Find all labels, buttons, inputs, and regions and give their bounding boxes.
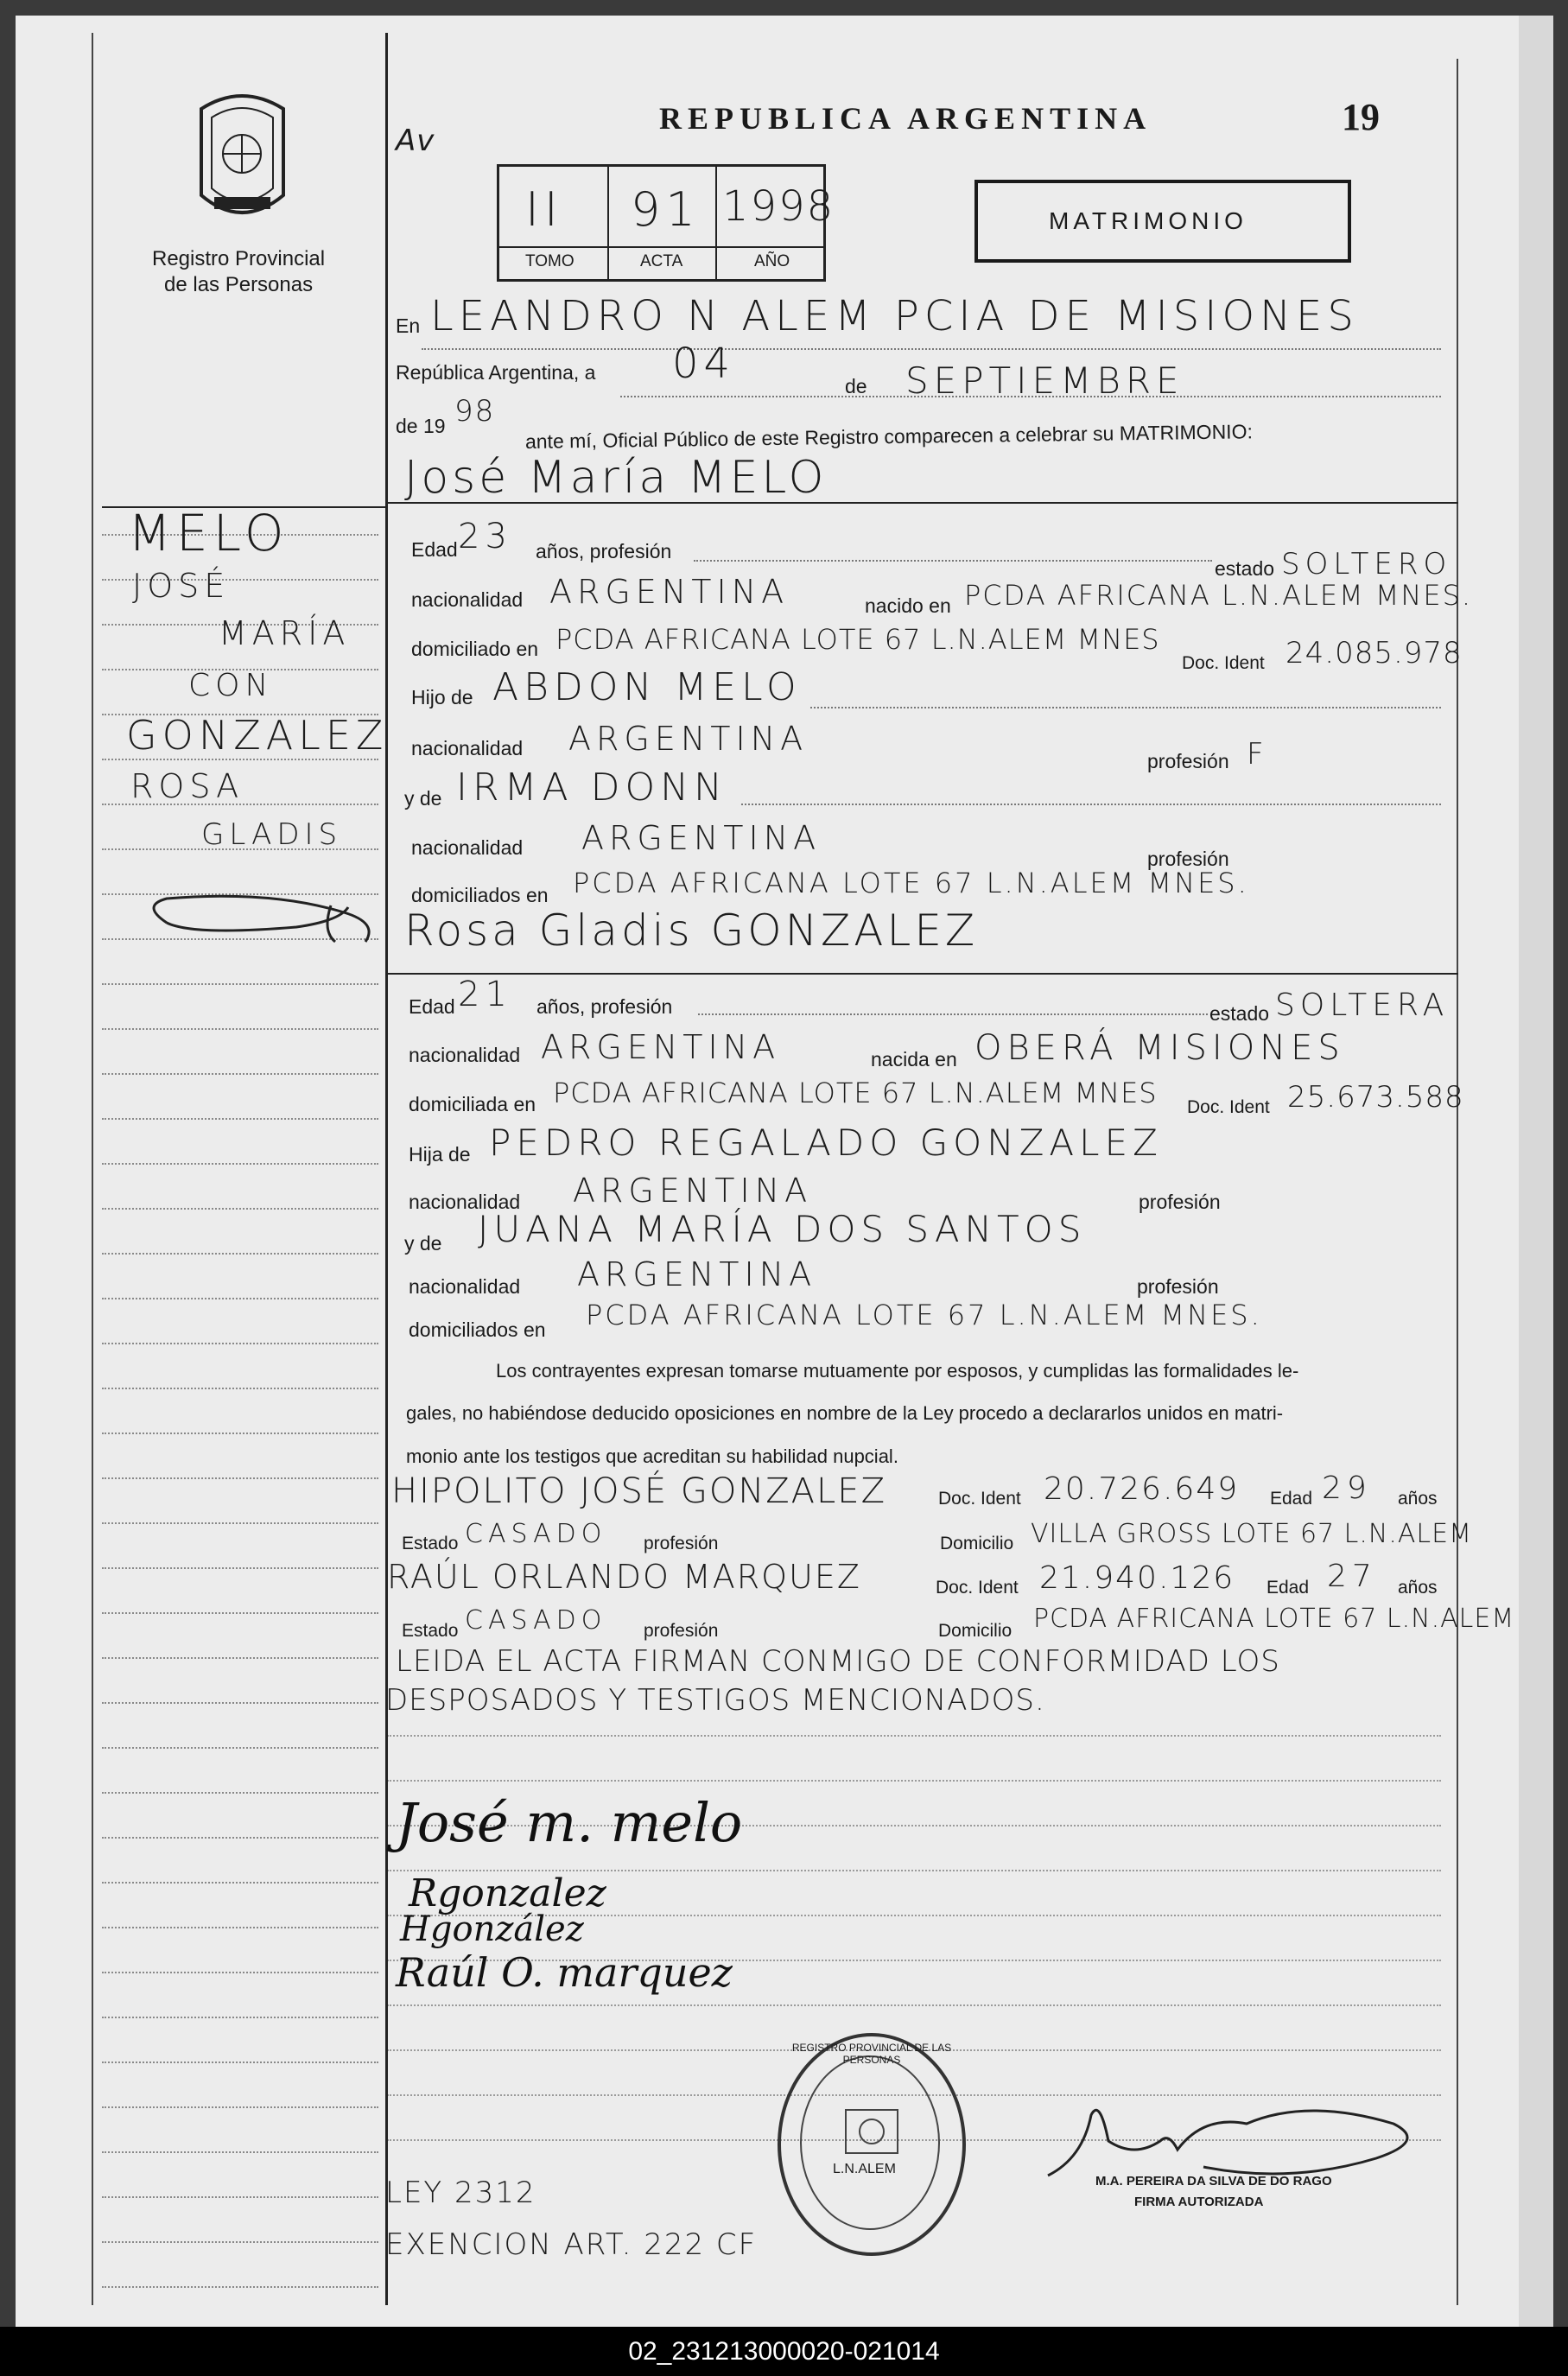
bride-birthplace: OBERÁ MISIONES xyxy=(974,1028,1345,1068)
margin-line-1: MELO xyxy=(128,504,289,562)
acta-value: 91 xyxy=(631,182,701,237)
groom-estado-label: estado xyxy=(1215,557,1275,580)
signature-groom: José m. melo xyxy=(396,1791,743,1854)
witness2-dom-label: Domicilio xyxy=(938,1621,1013,1641)
groom-dom-label: domiciliado en xyxy=(411,638,539,660)
tomo-label: TOMO xyxy=(525,252,575,270)
bride-estado: SOLTERA xyxy=(1275,988,1450,1023)
margin-flourish xyxy=(141,888,378,953)
bride-hija-label: Hija de xyxy=(409,1143,471,1166)
footer-law: LEY 2312 xyxy=(385,2176,536,2210)
witness2-doc: 21.940.126 xyxy=(1039,1560,1235,1596)
groom-father-nac-label: nacionalidad xyxy=(411,737,524,759)
record-type-box xyxy=(974,180,1351,263)
bride-estado-label: estado xyxy=(1209,1002,1270,1025)
province-seal-icon xyxy=(193,92,292,230)
witness1-edad-label: Edad xyxy=(1270,1489,1313,1509)
groom-parents-domicile: PCDA AFRICANA LOTE 67 L.N.ALEM MNES. xyxy=(573,867,1249,899)
bride-mother-prof-label: profesión xyxy=(1137,1275,1219,1298)
bride-name: Rosa Gladis GONZALEZ xyxy=(404,905,979,956)
groom-nationality: ARGENTINA xyxy=(549,573,790,611)
acta-label: ACTA xyxy=(640,252,683,270)
marriage-month: SEPTIEMBRE xyxy=(905,359,1184,402)
bride-nacida-label: nacida en xyxy=(871,1048,957,1070)
bride-mother-nationality: ARGENTINA xyxy=(577,1255,817,1293)
witness1-doc-label: Doc. Ident xyxy=(938,1489,1021,1509)
stamp-emblem-icon xyxy=(841,2106,902,2157)
witness2-doc-label: Doc. Ident xyxy=(936,1578,1019,1598)
groom-nacido-label: nacido en xyxy=(865,594,951,617)
bride-doc: 25.673.588 xyxy=(1287,1080,1464,1115)
officer-title: FIRMA AUTORIZADA xyxy=(1134,2195,1264,2209)
bride-nationality: ARGENTINA xyxy=(541,1028,781,1066)
declaration-line-2: gales, no habiéndose deducido oposiciones en nombre de la Ley procedo a declararlos unidos en matri- xyxy=(406,1402,1284,1424)
groom-father-prof-label: profesión xyxy=(1147,750,1229,772)
signature-witness1: Hgonzález xyxy=(400,1909,584,1949)
register-page xyxy=(16,16,1553,2327)
groom-mother: IRMA DONN xyxy=(456,766,727,810)
bride-father: PEDRO REGALADO GONZALEZ xyxy=(489,1121,1163,1164)
bride-parents-domicile: PCDA AFRICANA LOTE 67 L.N.ALEM MNES. xyxy=(586,1299,1262,1331)
witness1-estado: CASADO xyxy=(465,1519,607,1549)
margin-line-6: ROSA xyxy=(130,767,244,805)
groom-doc: 24.085.978 xyxy=(1286,636,1463,670)
witness1-dom-label: Domicilio xyxy=(940,1534,1014,1553)
groom-nac-label: nacionalidad xyxy=(411,588,524,611)
margin-divider xyxy=(385,33,388,2305)
groom-doc-label: Doc. Ident xyxy=(1182,653,1265,673)
witness1-prof-label: profesión xyxy=(644,1534,719,1553)
groom-edad-label: Edad xyxy=(411,538,458,561)
witness1-estado-label: Estado xyxy=(402,1534,459,1553)
officer-signature xyxy=(1031,2089,1437,2210)
groom-father: ABDON MELO xyxy=(492,665,802,709)
marriage-place: LEANDRO N ALEM PCIA DE MISIONES xyxy=(430,292,1359,340)
scan-id-bar xyxy=(0,2327,1568,2376)
bride-edad-label: Edad xyxy=(409,995,455,1018)
bride-father-nac-label: nacionalidad xyxy=(409,1191,521,1213)
groom-father-nationality: ARGENTINA xyxy=(568,720,809,758)
margin-line-4: CON xyxy=(188,668,274,703)
bride-father-nationality: ARGENTINA xyxy=(573,1172,813,1210)
groom-mother-nationality: ARGENTINA xyxy=(581,819,822,857)
ano-label: AÑO xyxy=(754,252,790,270)
officer-name: M.A. PEREIRA DA SILVA DE DO RAGO xyxy=(1095,2174,1332,2189)
bride-doc-label: Doc. Ident xyxy=(1187,1097,1270,1117)
bride-age: 21 xyxy=(458,975,512,1014)
en-label: En xyxy=(396,314,421,337)
witness1-domicile: VILLA GROSS LOTE 67 L.N.ALEM xyxy=(1031,1519,1472,1549)
witness1-anos-label: años xyxy=(1398,1489,1438,1509)
scan-id: 02_231213000020-021014 xyxy=(628,2337,940,2366)
registry-stamp xyxy=(778,2033,966,2256)
witness1-age: 29 xyxy=(1322,1471,1372,1506)
registry-name-line1: Registro Provincial xyxy=(152,247,326,270)
bride-father-prof-label: profesión xyxy=(1139,1191,1221,1213)
bride-mother-nac-label: nacionalidad xyxy=(409,1275,521,1298)
bride-parents-dom-label: domiciliados en xyxy=(409,1318,546,1341)
page-number: 19 xyxy=(1342,96,1380,138)
bride-nac-label: nacionalidad xyxy=(409,1044,521,1066)
bride-mother: JUANA MARÍA DOS SANTOS xyxy=(478,1208,1087,1250)
signature-witness2: Raúl O. marquez xyxy=(396,1949,733,1996)
witness2-estado: CASADO xyxy=(465,1605,607,1636)
ano-value: 1998 xyxy=(722,182,835,231)
groom-mother-nac-label: nacionalidad xyxy=(411,836,524,859)
groom-estado: SOLTERO xyxy=(1281,547,1452,581)
de-label: de xyxy=(845,375,867,397)
groom-hijo-label: Hijo de xyxy=(411,686,473,708)
page-right-border xyxy=(1457,59,1458,2305)
witness2-prof-label: profesión xyxy=(644,1621,719,1641)
handwritten-mark: Av xyxy=(396,124,435,158)
tomo-value: II xyxy=(525,182,563,237)
witness1-doc: 20.726.649 xyxy=(1044,1471,1240,1507)
country-title: REPUBLICA ARGENTINA xyxy=(659,101,1152,136)
stamp-center: L.N.ALEM xyxy=(833,2162,896,2176)
republic-label: República Argentina, a xyxy=(396,361,596,384)
groom-domicile: PCDA AFRICANA LOTE 67 L.N.ALEM MNES xyxy=(555,623,1160,656)
page-edge xyxy=(1519,16,1553,2327)
witness2-age: 27 xyxy=(1327,1559,1377,1594)
declaration-line-3: monio ante los testigos que acreditan su habilidad nupcial. xyxy=(406,1445,898,1467)
groom-parents-dom-label: domiciliados en xyxy=(411,884,549,906)
year-prefix: de 19 xyxy=(396,415,446,437)
margin-line-5: GONZALEZ xyxy=(126,712,389,759)
groom-yde-label: y de xyxy=(404,787,442,810)
bride-dom-label: domiciliada en xyxy=(409,1093,536,1115)
groom-mother-prof-label: profesión xyxy=(1147,848,1229,870)
witness1-name: HIPOLITO JOSÉ GONZALEZ xyxy=(391,1471,886,1511)
groom-name: José María MELO xyxy=(404,452,828,504)
groom-father-profession: F xyxy=(1247,737,1269,772)
record-id-box xyxy=(497,164,835,282)
closing-line-1: LEIDA EL ACTA FIRMAN CONMIGO DE CONFORMIDAD LOS xyxy=(396,1644,1280,1679)
witness2-edad-label: Edad xyxy=(1266,1578,1310,1598)
margin-line-2: JOSÉ xyxy=(132,567,231,605)
groom-birthplace: PCDA AFRICANA L.N.ALEM MNES. xyxy=(964,579,1473,612)
bride-domicile: PCDA AFRICANA LOTE 67 L.N.ALEM MNES xyxy=(553,1077,1158,1109)
witness2-anos-label: años xyxy=(1398,1578,1438,1598)
declaration-line-1: Los contrayentes expresan tomarse mutuamente por esposos, y cumplidas las formalidades le- xyxy=(496,1360,1299,1382)
margin-line-7: GLADIS xyxy=(201,817,343,852)
closing-line-2: DESPOSADOS Y TESTIGOS MENCIONADOS. xyxy=(385,1683,1045,1718)
signature-bride: Rgonzalez xyxy=(409,1871,606,1915)
registry-name-line2: de las Personas xyxy=(164,273,314,296)
stamp-ring-text: REGISTRO PROVINCIAL DE LAS PERSONAS xyxy=(791,2042,952,2066)
groom-anos-label: años, profesión xyxy=(536,540,672,562)
appearance-statement: ante mí, Oficial Público de este Registro comparecen a celebrar su MATRIMONIO: xyxy=(524,420,1254,453)
page-left-border xyxy=(92,33,93,2305)
record-type: MATRIMONIO xyxy=(1049,207,1247,234)
groom-age: 23 xyxy=(458,517,512,556)
witness2-domicile: PCDA AFRICANA LOTE 67 L.N.ALEM xyxy=(1033,1604,1515,1634)
witness2-name: RAÚL ORLANDO MARQUEZ xyxy=(387,1558,861,1596)
bride-anos-label: años, profesión xyxy=(536,995,673,1018)
bride-yde-label: y de xyxy=(404,1232,442,1255)
margin-line-3: MARÍA xyxy=(219,614,351,652)
marriage-day: 04 xyxy=(672,340,736,388)
year-suffix: 98 xyxy=(454,394,496,429)
witness2-estado-label: Estado xyxy=(402,1621,459,1641)
footer-exemption: EXENCION ART. 222 CF xyxy=(385,2227,758,2262)
